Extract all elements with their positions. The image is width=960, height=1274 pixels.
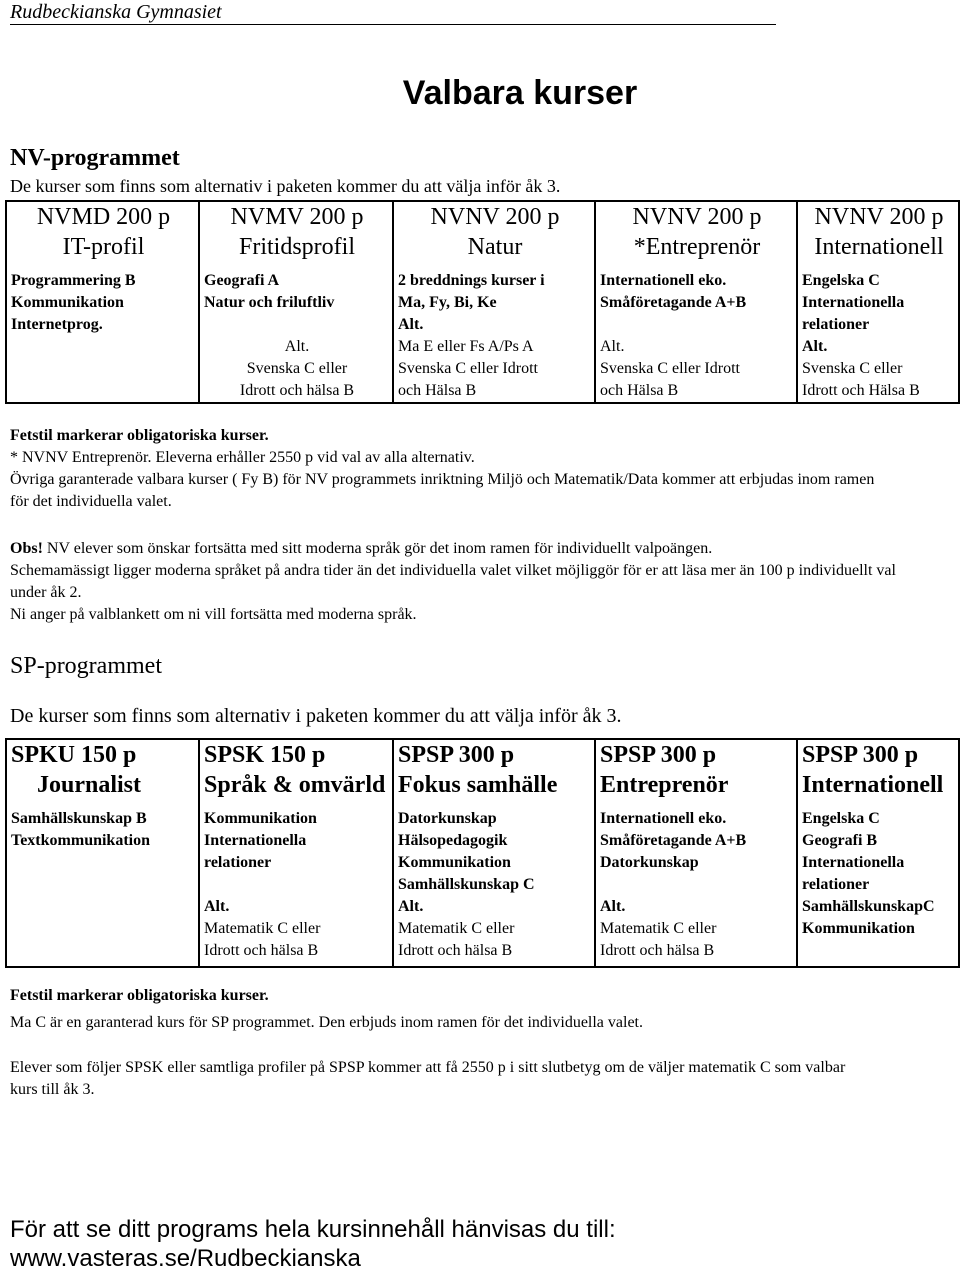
course-item: Matematik C eller [600, 920, 717, 937]
col-code: SPKU 150 p [11, 742, 137, 768]
col-code: NVNV 200 p [632, 204, 762, 230]
course-item: Samhällskunskap C [398, 876, 535, 893]
course-item: Samhällskunskap B [11, 810, 147, 827]
course-item: Internationella [802, 854, 905, 871]
course-item: Internationella [802, 294, 905, 311]
course-item: Internetprog. [11, 316, 103, 333]
course-item: Programmering B [11, 272, 136, 289]
col-code: NVNV 200 p [430, 204, 560, 230]
nv-ni-note: Ni anger på valblankett om ni vill fortsätta med moderna språk. [10, 606, 417, 623]
course-item: Datorkunskap [398, 810, 497, 827]
course-item: relationer [204, 854, 272, 871]
col-code: SPSP 300 p [600, 742, 717, 768]
alt-label: Alt. [284, 338, 310, 355]
course-item: Geografi A [204, 272, 280, 289]
nv-note-bold: Fetstil markerar obligatoriska kurser. [10, 427, 269, 444]
sp-course-table [5, 738, 960, 968]
nv-intro: De kurser som finns som alternativ i paketen kommer du att välja inför åk 3. [10, 176, 561, 196]
sp-heading: SP-programmet [10, 653, 162, 679]
course-item: relationer [802, 316, 870, 333]
course-item: Kommunikation [802, 920, 915, 937]
alt-label: Alt. [398, 898, 424, 915]
course-item: Svenska C eller Idrott [600, 360, 740, 377]
col-code: SPSK 150 p [204, 742, 326, 768]
sp-note-bold: Fetstil markerar obligatoriska kurser. [10, 987, 269, 1004]
alt-label: Alt. [204, 898, 230, 915]
col-profile: Natur [467, 234, 523, 260]
col-profile: Fokus samhälle [398, 772, 558, 798]
sp-note-ma: Ma C är en garanterad kurs för SP programmet. Den erbjuds inom ramen för det individuella valet. [10, 1014, 643, 1031]
col-code: NVMD 200 p [36, 204, 171, 230]
nv-schema-note: Schemamässigt ligger moderna språket på andra tider än det individuella valet vilket möjliggör för er att läsa mer än 100 p individuellt val under åk 2. [10, 562, 896, 601]
alt-label: Alt. [802, 338, 828, 355]
nv-obs [10, 538, 950, 560]
sp-col-spsk [199, 739, 393, 967]
course-item: Idrott och Hälsa B [802, 382, 920, 399]
nv-course-table [5, 200, 960, 404]
nv-col-nvnv-entreprenor [595, 201, 797, 403]
course-item: Textkommunikation [11, 832, 150, 849]
nv-col-nvmv [199, 201, 393, 403]
page-title: Valbara kurser [402, 74, 638, 112]
course-item: Idrott och hälsa B [239, 382, 355, 399]
col-profile: Språk & omvärld [204, 772, 386, 798]
col-code: SPSP 300 p [802, 742, 919, 768]
course-item: relationer [802, 876, 870, 893]
alt-label: Alt. [600, 338, 625, 355]
course-item: Ma, Fy, Bi, Ke [398, 294, 497, 311]
nv-col-nvnv-natur [393, 201, 595, 403]
col-code: NVMV 200 p [230, 204, 364, 230]
obs-label: Obs! [10, 540, 43, 557]
course-item: Geografi B [802, 832, 878, 849]
course-item: Internationell eko. [600, 810, 727, 827]
course-item: Kommunikation [11, 294, 124, 311]
course-item: Idrott och hälsa B [600, 942, 715, 959]
course-item: Engelska C [802, 272, 880, 289]
course-item: 2 breddnings kurser i [398, 272, 545, 289]
obs-text: NV elever som önskar fortsätta med sitt moderna språk gör det inom ramen för individuellt valpoängen. [42, 540, 713, 557]
course-item: Svenska C eller [802, 360, 903, 377]
course-item: Engelska C [802, 810, 880, 827]
course-item: Svenska C eller [246, 360, 348, 377]
course-item: Natur och friluftliv [204, 294, 335, 311]
course-item: Kommunikation [204, 810, 317, 827]
course-item: och Hälsa B [398, 382, 477, 399]
course-item: och Hälsa B [600, 382, 679, 399]
nv-col-nvmd [6, 201, 199, 403]
nv-note-entreprenor: * NVNV Entreprenör. Eleverna erhåller 2550 p vid val av alla alternativ. [10, 449, 475, 466]
col-profile: Fritidsprofil [238, 234, 355, 260]
col-code: NVNV 200 p [814, 204, 944, 230]
course-item: Hälsopedagogik [398, 832, 508, 849]
sp-note-elever: Elever som följer SPSK eller samtliga profiler på SPSP kommer att få 2550 p i sitt slutbetyg om de väljer matematik C som valbar kurs till åk 3. [10, 1059, 846, 1098]
col-profile: Journalist [37, 772, 142, 798]
course-item: Småföretagande A+B [600, 832, 747, 849]
sp-col-spsp-samhalle [393, 739, 595, 967]
school-name: Rudbeckianska Gymnasiet [10, 0, 776, 25]
course-item: Matematik C eller [204, 920, 321, 937]
nv-col-nvnv-internationell [797, 201, 959, 403]
course-item: SamhällskunskapC [802, 898, 935, 915]
sp-col-spku [6, 739, 199, 967]
footer-url[interactable]: www.vasteras.se/Rudbeckianska [10, 1245, 361, 1272]
col-profile: *Entreprenör [633, 234, 761, 260]
sp-col-spsp-entreprenor [595, 739, 797, 967]
nv-heading: NV-programmet [10, 145, 180, 171]
sp-intro: De kurser som finns som alternativ i paketen kommer du att välja inför åk 3. [10, 705, 622, 727]
alt-label: Alt. [398, 316, 424, 333]
course-item: Idrott och hälsa B [398, 942, 513, 959]
course-item: Internationella [204, 832, 307, 849]
course-item: Matematik C eller [398, 920, 515, 937]
col-profile: Internationell [814, 234, 944, 260]
col-code: SPSP 300 p [398, 742, 515, 768]
footer-line1: För att se ditt programs hela kursinnehåll hänvisas du till: [10, 1216, 616, 1243]
nv-note-ovriga: Övriga garanterade valbara kurser ( Fy B) för NV programmets inriktning Miljö och Matematik/Data kommer att erbjudas inom ramen för det individuella valet. [10, 471, 875, 510]
course-item: Småföretagande A+B [600, 294, 747, 311]
alt-label: Alt. [600, 898, 626, 915]
course-item: Svenska C eller Idrott [398, 360, 538, 377]
sp-col-spsp-internationell [797, 739, 959, 967]
col-profile: IT-profil [62, 234, 145, 260]
course-item: Ma E eller Fs A/Ps A [398, 338, 534, 355]
course-item: Datorkunskap [600, 854, 699, 871]
course-item: Idrott och hälsa B [204, 942, 319, 959]
col-profile: Entreprenör [600, 772, 729, 798]
col-profile: Internationell [802, 772, 944, 798]
course-item: Kommunikation [398, 854, 511, 871]
course-item: Internationell eko. [600, 272, 727, 289]
